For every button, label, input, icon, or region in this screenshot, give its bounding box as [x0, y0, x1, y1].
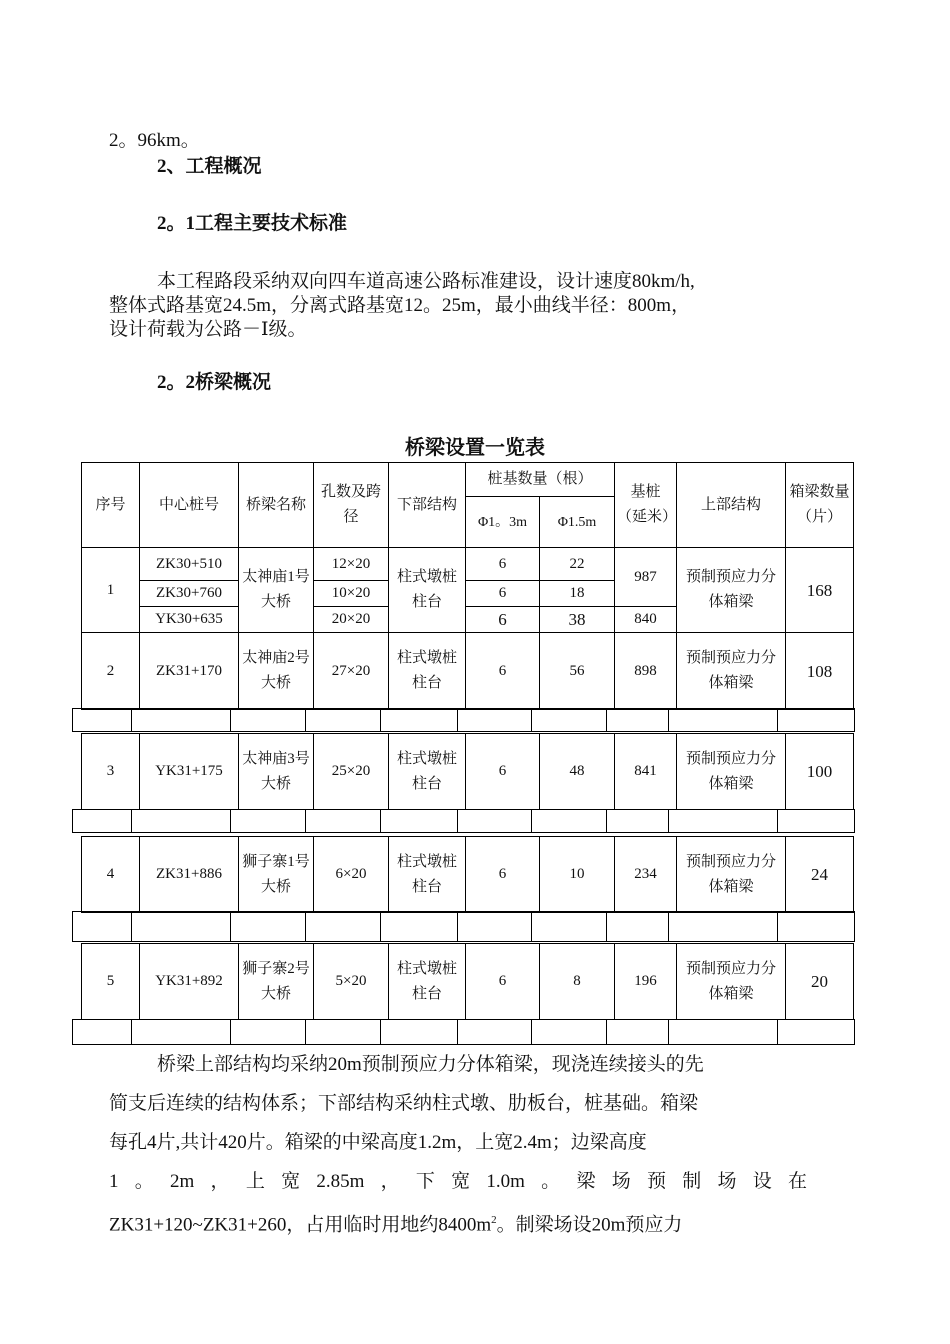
header-dia-1-3: Φ1。3m	[466, 497, 540, 548]
cell-span: 6×20	[314, 837, 389, 913]
table-row	[82, 944, 854, 1020]
header-pile-count: 桩基数量（根）	[466, 463, 615, 497]
cell-center-stake: YK30+635	[140, 607, 239, 633]
cell-seq: 5	[82, 944, 140, 1020]
cell-dia-1-5: 22	[540, 548, 615, 581]
summary-line-4: 1。2m，上宽2.85m，下宽1.0m。梁场预制场设在	[109, 1171, 807, 1192]
cell-bridge-name: 太神庙2号大桥	[239, 633, 314, 710]
cell-box-girders: 168	[786, 548, 854, 633]
header-seq: 序号	[82, 463, 140, 548]
standards-paragraph	[109, 270, 807, 342]
cell-seq: 4	[82, 837, 140, 913]
cell-substructure: 柱式墩桩柱台	[389, 548, 466, 633]
cell-pile-length: 841	[615, 734, 677, 810]
cell-span: 27×20	[314, 633, 389, 710]
cell-seq: 2	[82, 633, 140, 710]
cell-pile-length: 234	[615, 837, 677, 913]
cell-span: 5×20	[314, 944, 389, 1020]
cell-superstructure: 预制预应力分体箱梁	[677, 837, 786, 913]
subsection-heading-2-2: 2。2桥梁概况	[157, 372, 272, 393]
cell-bridge-name: 狮子寨1号大桥	[239, 837, 314, 913]
table-title: 桥梁设置一览表	[405, 437, 545, 459]
cell-seq: 1	[82, 548, 140, 633]
cell-center-stake: YK31+892	[140, 944, 239, 1020]
cell-box-girders: 20	[786, 944, 854, 1020]
cell-pile-length: 840	[615, 607, 677, 633]
cell-seq: 3	[82, 734, 140, 810]
standards-line-2: 整体式路基宽24.5m，分离式路基宽12。25m，最小曲线半径：800m，	[109, 295, 691, 316]
summary-line-1: 桥梁上部结构均采纳20m预制预应力分体箱梁，现浇连续接头的先	[157, 1054, 704, 1075]
cell-dia-1-5: 48	[540, 734, 615, 810]
cell-bridge-name: 太神庙1号大桥	[239, 548, 314, 633]
cell-pile-length: 898	[615, 633, 677, 710]
cell-center-stake: ZK30+510	[140, 548, 239, 581]
cell-pile-length: 196	[615, 944, 677, 1020]
cell-center-stake: ZK31+170	[140, 633, 239, 710]
table-row	[82, 633, 854, 710]
cell-dia-1-5: 56	[540, 633, 615, 710]
cell-superstructure: 预制预应力分体箱梁	[677, 944, 786, 1020]
header-box-girders: 箱梁数量（片）	[786, 463, 854, 548]
superscript: 2	[491, 1214, 497, 1226]
cell-dia-1-3: 6	[466, 548, 540, 581]
header-bridge-name: 桥梁名称	[239, 463, 314, 548]
summary-line-5	[109, 1201, 807, 1244]
cell-span: 10×20	[314, 581, 389, 607]
empty-spacer-row	[72, 708, 855, 732]
header-pile-length: 基桩（延米）	[615, 463, 677, 548]
cell-dia-1-3: 6	[466, 734, 540, 810]
header-center-stake: 中心桩号	[140, 463, 239, 548]
cell-dia-1-5: 18	[540, 581, 615, 607]
header-dia-1-5: Φ1.5m	[540, 497, 615, 548]
cell-box-girders: 24	[786, 837, 854, 913]
cell-span: 25×20	[314, 734, 389, 810]
empty-spacer-row	[72, 1019, 855, 1045]
cell-dia-1-3: 6	[466, 607, 540, 633]
cell-dia-1-5: 10	[540, 837, 615, 913]
header-span: 孔数及跨径	[314, 463, 389, 548]
cell-substructure: 柱式墩桩柱台	[389, 837, 466, 913]
cell-bridge-name: 狮子寨2号大桥	[239, 944, 314, 1020]
cell-box-girders: 108	[786, 633, 854, 710]
bridge-summary-paragraph	[109, 1045, 807, 1244]
section-heading-2: 2、工程概况	[157, 156, 262, 177]
cell-center-stake: ZK30+760	[140, 581, 239, 607]
standards-line-3: 设计荷载为公路－Ⅰ级。	[109, 319, 307, 340]
empty-spacer-row	[72, 911, 855, 942]
cell-superstructure: 预制预应力分体箱梁	[677, 548, 786, 633]
continued-text: 2。96km。	[109, 130, 200, 151]
table-row	[82, 734, 854, 810]
cell-dia-1-5: 38	[540, 607, 615, 633]
summary-line-2: 简支后连续的结构体系；下部结构采纳柱式墩、肋板台，桩基础。箱梁	[109, 1093, 699, 1114]
cell-substructure: 柱式墩桩柱台	[389, 633, 466, 710]
cell-dia-1-3: 6	[466, 581, 540, 607]
cell-dia-1-3: 6	[466, 944, 540, 1020]
summary-line-3: 每孔4片,共计420片。箱梁的中梁高度1.2m，上宽2.4m；边梁高度	[109, 1132, 647, 1153]
cell-dia-1-5: 8	[540, 944, 615, 1020]
cell-superstructure: 预制预应力分体箱梁	[677, 734, 786, 810]
header-superstructure: 上部结构	[677, 463, 786, 548]
table-header-row	[82, 463, 854, 497]
header-substructure: 下部结构	[389, 463, 466, 548]
cell-superstructure: 预制预应力分体箱梁	[677, 633, 786, 710]
cell-span: 12×20	[314, 548, 389, 581]
cell-center-stake: YK31+175	[140, 734, 239, 810]
cell-dia-1-3: 6	[466, 633, 540, 710]
table-row	[82, 548, 854, 581]
cell-box-girders: 100	[786, 734, 854, 810]
standards-line-1: 本工程路段采纳双向四车道高速公路标准建设，设计速度80km/h,	[157, 271, 695, 292]
summary-line-5-text: ZK31+120~ZK31+260，占用临时用地约8400m	[109, 1214, 492, 1236]
cell-substructure: 柱式墩桩柱台	[389, 944, 466, 1020]
summary-line-5-tail: 。制梁场设20m预应力	[496, 1214, 683, 1236]
empty-spacer-row	[72, 809, 855, 833]
cell-center-stake: ZK31+886	[140, 837, 239, 913]
cell-substructure: 柱式墩桩柱台	[389, 734, 466, 810]
table-row	[82, 837, 854, 913]
cell-bridge-name: 太神庙3号大桥	[239, 734, 314, 810]
subsection-heading-2-1: 2。1工程主要技术标准	[157, 213, 348, 234]
cell-pile-length: 987	[615, 548, 677, 607]
cell-span: 20×20	[314, 607, 389, 633]
cell-dia-1-3: 6	[466, 837, 540, 913]
